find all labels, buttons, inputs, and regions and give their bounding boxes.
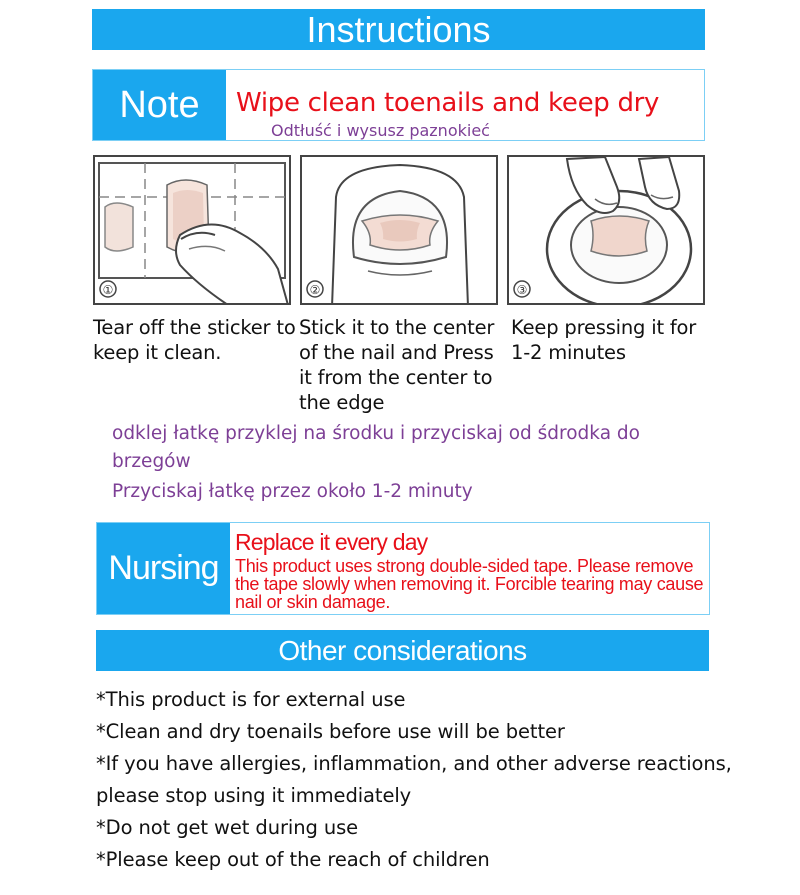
other-considerations-title: Other considerations [278,635,527,666]
step-2-number: ② [309,283,321,297]
polish-instruction-2: Przyciskaj łatkę przez około 1-2 minuty [112,481,473,502]
considerations-list [96,684,736,876]
step-1-caption: Tear off the sticker to keep it clean. [93,316,296,364]
consideration-item: *If you have allergies, inflammation, and other adverse reactions, please stop using it immediately [96,752,732,807]
nursing-body: This product uses strong double-sided tape. Please remove the tape slowly when removing it. Forcible tearing may cause nail or skin damage. [235,556,704,612]
note-label: Note [93,70,226,140]
tear-sticker-illustration [95,157,289,303]
step-3-number: ③ [516,283,528,297]
note-subtitle-polish: Odtłuść i wysusz paznokieć [271,121,490,140]
press-patch-illustration [509,157,703,303]
step-2-illustration [300,155,498,305]
step-1-illustration [93,155,291,305]
polish-instruction-1: odklej łatkę przyklej na środku i przyciskaj od śdrodka do brzegów [112,423,640,472]
step-3-illustration [507,155,705,305]
instructions-banner [92,9,705,50]
nursing-title: Replace it every day [235,529,428,555]
instructions-title: Instructions [306,9,491,50]
nursing-box [96,522,710,615]
consideration-item: *Clean and dry toenails before use will be better [96,720,565,743]
step-2-caption: Stick it to the center of the nail and Press it from the center to the edge [299,316,495,414]
consideration-item: *Do not get wet during use [96,816,359,839]
stick-nail-illustration [302,157,496,303]
consideration-item: *This product is for external use [96,688,406,711]
step-1-number: ① [102,283,114,297]
consideration-item: *Please keep out of the reach of children [96,848,490,871]
step-3-caption: Keep pressing it for 1-2 minutes [511,316,697,364]
nursing-label: Nursing [97,523,230,614]
other-considerations-banner [96,630,709,671]
note-box [92,69,705,141]
note-headline: Wipe clean toenails and keep dry [236,88,660,118]
